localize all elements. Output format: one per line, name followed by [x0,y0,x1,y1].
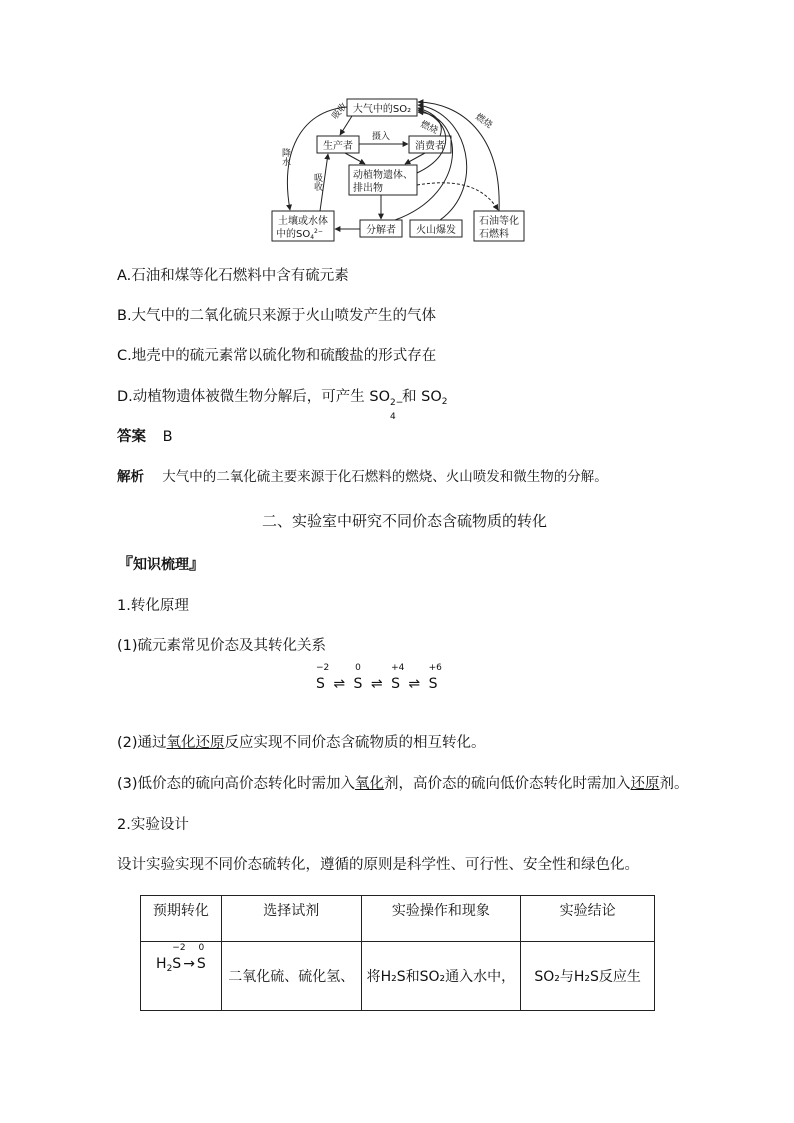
operation-cell: 将H₂S和SO₂通入水中， [361,942,521,1011]
option-a: A.石油和煤等化石燃料中含有硫元素 [117,268,349,284]
soil-label-2: 中的$SO_4^{2-}$ [276,228,323,241]
table-header-cell: 选择试剂 [221,896,361,942]
table-header-cell: 实验操作和现象 [361,896,521,942]
principle-item-3: (3)低价态的硫向高价态转化时需加入氧化剂，高价态的硫向低价态转化时需加入还原剂。 [117,776,689,792]
atmosphere-label: 大气中的SO₂ [352,104,412,115]
fossil-label-2: 石燃料 [479,229,509,240]
option-d-text: D.动植物遗体被微生物分解后，可产生 SO [117,389,390,405]
knowledge-header-text: 知识梳理 [133,557,190,573]
chain-arrow-1: ⇌ [333,676,346,692]
answer-value: B [162,429,173,445]
table-row [141,942,655,1011]
design-heading: 2.实验设计 [117,817,189,833]
ingest-label: 摄入 [372,132,391,142]
absorb-label-1: 吸收 [330,101,350,122]
option-d [117,387,448,422]
chain-s-0: 0 S [353,663,363,692]
principle-item-2: (2)通过氧化还原反应实现不同价态含硫物质的相互转化。 [117,735,486,751]
principle-item-1: (1)硫元素常见价态及其转化关系 [117,638,327,654]
knowledge-bracket-open: 『 [117,554,134,573]
absorb-label-2: 吸收 [312,173,322,191]
table-header-cell: 实验结论 [521,896,655,942]
consumer-label: 消费者 [415,141,445,152]
chain-s-plus6: +6 S [428,663,442,692]
section-title: 二、实验室中研究不同价态含硫物质的转化 [262,512,548,530]
burn-label-1: 燃烧 [418,119,440,137]
option-d-tail: 和 SO [402,389,442,405]
item3-underline-1: 氧化 [355,776,385,792]
remains-label-2: 排出物 [353,183,383,194]
knowledge-header [117,551,205,574]
principle-heading: 1.转化原理 [117,598,189,614]
chain-s-plus4: +4 S [391,663,405,692]
design-text: 设计实验实现不同价态硫转化，遵循的原则是科学性、可行性、安全性和绿色化。 [117,857,639,873]
item3-underline-2: 还原 [630,776,660,792]
table-header-cell: 预期转化 [141,896,222,942]
fossil-label-1: 石油等化 [479,216,519,227]
producer-label: 生产者 [323,141,353,152]
knowledge-bracket-close: 』 [189,554,206,573]
experiment-table [140,895,655,1011]
decomposer-label: 分解者 [366,225,396,236]
answer [117,427,173,447]
remains-label-1: 动植物遗体、 [353,170,413,181]
option-d-tail-sub: 2 [441,397,448,407]
valence-chain [316,663,442,692]
conclusion-cell: SO₂与H₂S反应生 [521,942,655,1011]
volcano-label: 火山爆发 [416,225,456,236]
soil-label-1: 土壤或水体 [278,216,328,227]
burn-label-2: 燃烧 [473,112,494,131]
conversion-cell: $H_2$ −2 S → 0 S [141,942,222,1011]
analysis-label: 解析 [117,469,144,485]
sulfur-cycle-diagram [270,93,530,245]
item2-underline: 氧化还原 [166,735,225,751]
rain-arrow [287,107,347,210]
answer-label: 答案 [117,429,146,445]
option-b: B.大气中的二氧化硫只来源于火山喷发产生的气体 [117,308,437,324]
analysis-text: 大气中的二氧化硫主要来源于化石燃料的燃烧、火山喷发和微生物的分解。 [162,469,608,485]
table-header-row [141,896,655,942]
chain-arrow-3: ⇌ [408,676,421,692]
rain-label: 降水 [280,148,290,166]
option-d-sub: 4 [390,412,396,422]
producer-remains-arrow [345,153,365,164]
consumer-remains-arrow [405,153,425,164]
reagent-cell: 二氧化硫、硫化氢、 [221,942,361,1011]
remains-fossil-dashed-arrow [417,183,498,210]
absorb-arrow-1 [340,116,352,135]
chain-arrow-2: ⇌ [370,676,383,692]
analysis [117,467,608,487]
chain-s-minus2: −2 S [316,663,330,692]
option-c: C.地壳中的硫元素常以硫化物和硫酸盐的形式存在 [117,348,437,364]
option-d-sup: 2− [390,398,404,408]
